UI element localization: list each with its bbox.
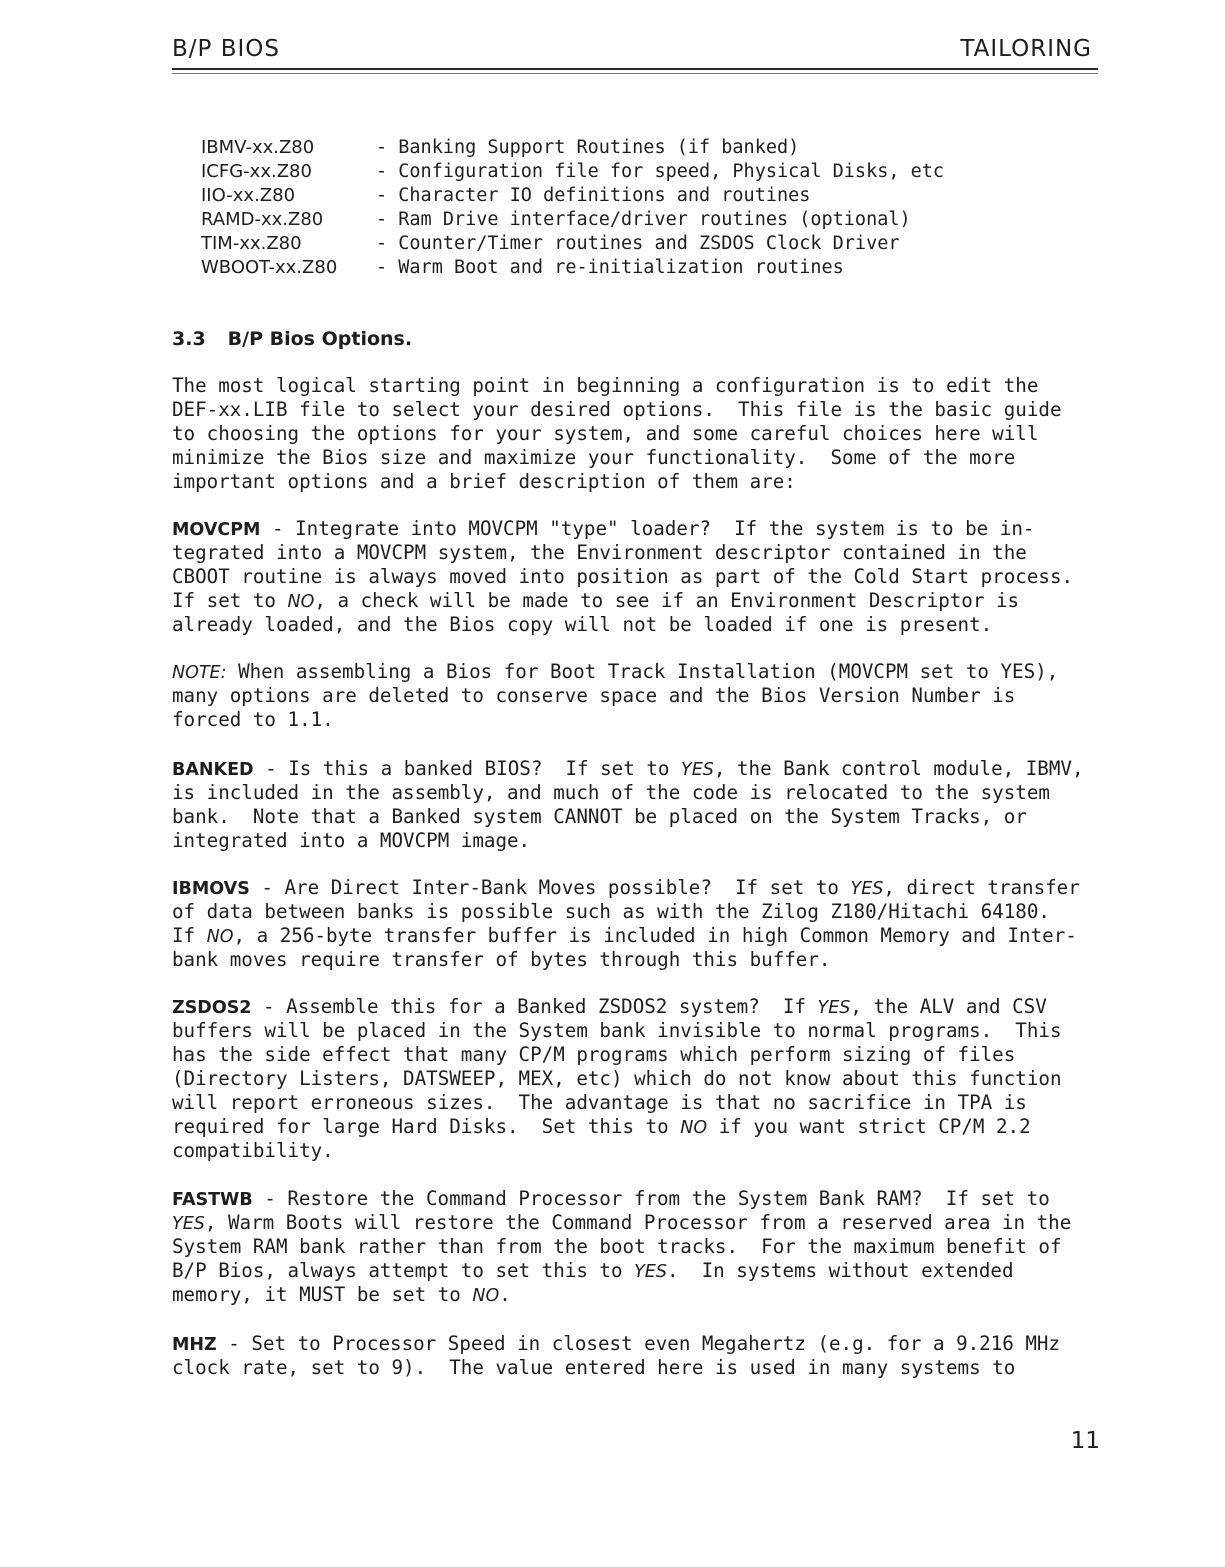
text-line (172, 924, 1117, 948)
text-line (172, 1283, 1117, 1307)
file-name: WBOOT-xx.Z80 (201, 257, 338, 278)
option-term: IBMOVS (172, 879, 250, 899)
option-term: MOVCPM (172, 520, 261, 540)
option-term: BANKED (172, 760, 254, 780)
file-description: - Warm Boot and re-initialization routines (376, 257, 844, 278)
note-label: NOTE: (172, 663, 227, 683)
text-line: is included in the assembly, and much of the code is relocated to the system (172, 781, 1050, 804)
text-line: bank. Note that a Banked system CANNOT be placed on the System Tracks, or (172, 805, 1027, 828)
running-header-left: B/P BIOS (172, 36, 280, 62)
text-line: clock rate, set to 9). The value entered here is used in many systems to (172, 1356, 1016, 1379)
file-description: - Character IO definitions and routines (376, 185, 811, 206)
text-run: - Are Direct Inter-Bank Moves possible? If set to (249, 876, 851, 899)
value-keyword: NO (472, 1286, 500, 1306)
text-line: bank moves require transfer of bytes through this buffer. (172, 948, 831, 971)
text-line (172, 1187, 1117, 1211)
section-title: B/P Bios Options. (227, 328, 413, 350)
text-line: of data between banks is possible such as with the Zilog Z180/Hitachi 64180. (172, 900, 1050, 923)
file-row (201, 256, 944, 280)
text-run: B/P Bios, always attempt to set this to (172, 1259, 635, 1282)
text-run: , a check will be made to see if an Environment Descriptor is (314, 589, 1020, 612)
text-run: . (499, 1283, 511, 1306)
file-name: IBMV-xx.Z80 (201, 137, 315, 158)
page-number: 11 (1070, 1428, 1100, 1454)
value-keyword: YES (681, 760, 714, 780)
option-ibmovs (172, 876, 1117, 972)
text-line: integrated into a MOVCPM image. (172, 829, 531, 852)
header-rule (172, 68, 1098, 70)
value-keyword: YES (817, 998, 851, 1018)
option-movcpm (172, 517, 1117, 637)
text-line (172, 1332, 1117, 1356)
text-run: , Warm Boots will restore the Command Processor from a reserved area in the (204, 1211, 1072, 1234)
text-run: , direct transfer (883, 876, 1080, 899)
section-heading (172, 328, 412, 350)
value-keyword: YES (172, 1214, 205, 1234)
text-line: tegrated into a MOVCPM system, the Environment descriptor contained in the (172, 541, 1027, 564)
text-run: memory, it MUST be set to (172, 1283, 473, 1306)
value-keyword: YES (850, 879, 884, 899)
text-line: will report erroneous sizes. The advantage is that no sacrifice in TPA is (172, 1091, 1027, 1114)
intro-paragraph (172, 374, 1117, 494)
text-line: forced to 1.1. (172, 708, 334, 731)
file-name: IIO-xx.Z80 (201, 185, 296, 206)
value-keyword: NO (287, 592, 315, 612)
text-line: important options and a brief description of them are: (172, 470, 796, 493)
file-description: - Counter/Timer routines and ZSDOS Clock Driver (376, 233, 900, 254)
file-name: TIM-xx.Z80 (201, 233, 302, 254)
header-rule-thin (172, 73, 1098, 74)
option-mhz (172, 1332, 1117, 1380)
value-keyword: NO (206, 927, 234, 947)
option-term: MHZ (172, 1335, 217, 1355)
text-run: - Assemble this for a Banked ZSDOS2 system? If (251, 995, 818, 1018)
file-row (201, 136, 944, 160)
text-line (172, 757, 1117, 781)
text-run: - Integrate into MOVCPM "type" loader? If the system is to be in- (260, 517, 1035, 540)
file-list (201, 136, 944, 280)
text-run: - Set to Processor Speed in closest even Megahertz (e.g. for a 9.216 MHz (216, 1332, 1061, 1355)
text-run: , a 256-byte transfer buffer is included in high Common Memory and Inter- (233, 924, 1077, 947)
text-line: minimize the Bios size and maximize your functionality. Some of the more (172, 446, 1016, 469)
file-description: - Ram Drive interface/driver routines (optional) (376, 209, 911, 230)
text-run: , the ALV and CSV (850, 995, 1047, 1018)
option-fastwb (172, 1187, 1117, 1307)
text-run: If set to (172, 589, 288, 612)
text-line: (Directory Listers, DATSWEEP, MEX, etc) which do not know about this function (172, 1067, 1062, 1090)
text-run: - Is this a banked BIOS? If set to (253, 757, 681, 780)
file-row (201, 232, 944, 256)
file-name: ICFG-xx.Z80 (201, 161, 312, 182)
text-line: buffers will be placed in the System bank invisible to normal programs. This (172, 1019, 1062, 1042)
text-line (172, 660, 1117, 684)
option-zsdos2 (172, 995, 1117, 1163)
text-run: . In systems without extended (666, 1259, 1014, 1282)
section-number: 3.3 (172, 328, 206, 350)
text-run: When assembling a Bios for Boot Track Installation (MOVCPM set to YES), (226, 660, 1059, 683)
text-line: System RAM bank rather than from the boot tracks. For the maximum benefit of (172, 1235, 1062, 1258)
text-line: already loaded, and the Bios copy will not be loaded if one is present. (172, 613, 993, 636)
text-line: compatibility. (172, 1139, 334, 1162)
option-banked (172, 757, 1117, 853)
text-line: The most logical starting point in beginning a configuration is to edit the (172, 374, 1039, 397)
text-line (172, 1115, 1117, 1139)
file-row (201, 184, 944, 208)
value-keyword: NO (680, 1118, 708, 1138)
text-line: CBOOT routine is always moved into position as part of the Cold Start process. (172, 565, 1074, 588)
file-row (201, 208, 944, 232)
text-line: to choosing the options for your system, and some careful choices here will (172, 422, 1039, 445)
text-line (172, 1211, 1117, 1235)
option-term: FASTWB (172, 1190, 253, 1210)
running-header-right: TAILORING (960, 36, 1092, 62)
text-line: has the side effect that many CP/M programs which perform sizing of files (172, 1043, 1016, 1066)
text-line (172, 876, 1117, 900)
text-run: if you want strict CP/M 2.2 (707, 1115, 1031, 1138)
text-run: required for large Hard Disks. Set this to (172, 1115, 681, 1138)
file-description: - Banking Support Routines (if banked) (376, 137, 800, 158)
value-keyword: YES (634, 1262, 667, 1282)
note-paragraph (172, 660, 1117, 732)
file-description: - Configuration file for speed, Physical Disks, etc (376, 161, 945, 182)
text-line (172, 1259, 1117, 1283)
file-row (201, 160, 944, 184)
text-run: If (172, 924, 207, 947)
text-run: - Restore the Command Processor from the System Bank RAM? If set to (252, 1187, 1050, 1210)
text-line (172, 995, 1117, 1019)
text-line (172, 517, 1117, 541)
text-line (172, 589, 1117, 613)
text-line: DEF-xx.LIB file to select your desired options. This file is the basic guide (172, 398, 1062, 421)
option-term: ZSDOS2 (172, 998, 252, 1018)
file-name: RAMD-xx.Z80 (201, 209, 324, 230)
text-run: , the Bank control module, IBMV, (713, 757, 1084, 780)
text-line: many options are deleted to conserve space and the Bios Version Number is (172, 684, 1016, 707)
